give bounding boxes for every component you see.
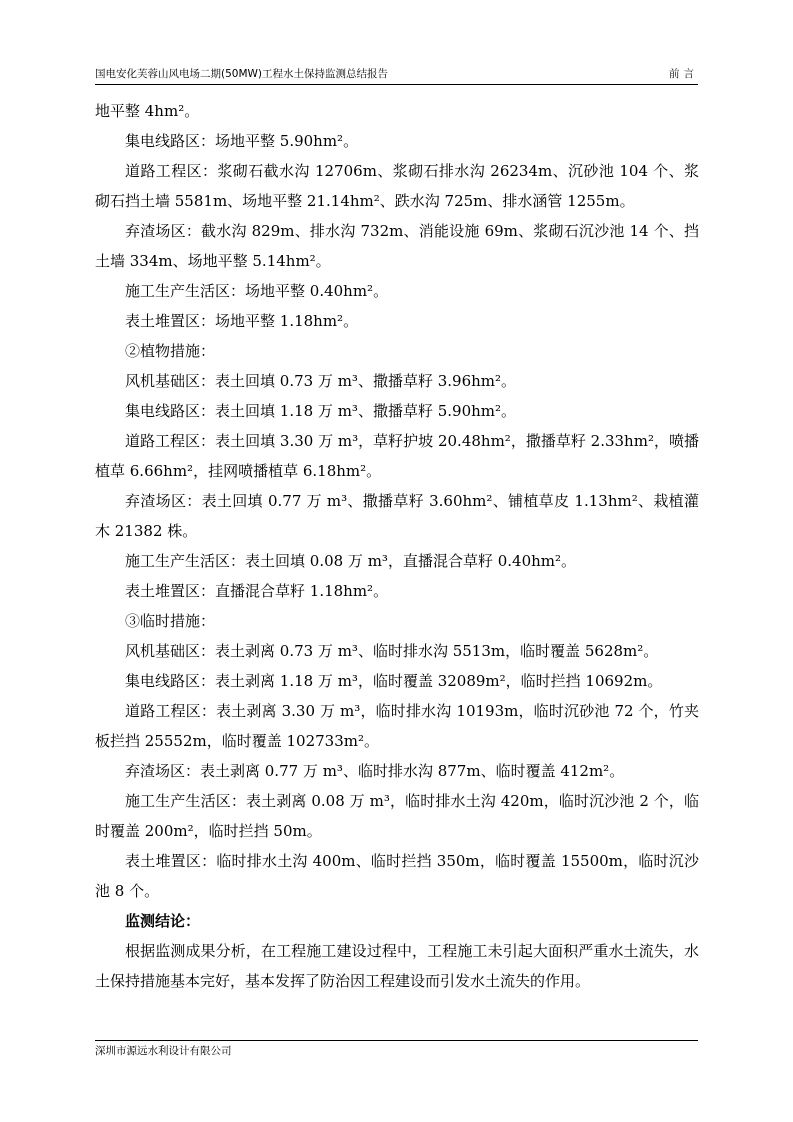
paragraph: 风机基础区：表土回填 0.73 万 m³、撒播草籽 3.96hm²。 [125, 372, 517, 390]
page-footer: 深圳市源远水利设计有限公司 [95, 1045, 232, 1057]
footer-rule [95, 1040, 698, 1041]
header-rule [95, 84, 698, 85]
header-section: 前言 [669, 68, 698, 80]
header-title: 国电安化芙蓉山风电场二期(50MW)工程水土保持监测总结报告 [95, 68, 388, 80]
paragraph: 表土堆置区：临时排水土沟 400m、临时拦挡 350m，临时覆盖 15500m，临时沉沙池 8 个。 [95, 852, 699, 900]
paragraph: 集电线路区：表土回填 1.18 万 m³、撒播草籽 5.90hm²。 [125, 402, 517, 420]
subsection-title: ②植物措施： [125, 342, 216, 360]
paragraph: 道路工程区：表土剥离 3.30 万 m³，临时排水沟 10193m，临时沉砂池 72 个，竹夹板拦挡 25552m，临时覆盖 102733m²。 [95, 702, 699, 750]
paragraph: 施工生产生活区：表土剥离 0.08 万 m³，临时排水土沟 420m，临时沉沙池 2 个，临时覆盖 200m²，临时拦挡 50m。 [95, 792, 699, 840]
paragraph: 道路工程区：表土回填 3.30 万 m³，草籽护坡 20.48hm²，撒播草籽 2.33hm²，喷播植草 6.66hm²，挂网喷播植草 6.18hm²。 [95, 432, 699, 480]
document-body [95, 96, 699, 996]
page-header [95, 66, 698, 82]
paragraph: 表土堆置区：直播混合草籽 1.18hm²。 [125, 582, 389, 600]
paragraph: 施工生产生活区：场地平整 0.40hm²。 [125, 282, 389, 300]
paragraph: 施工生产生活区：表土回填 0.08 万 m³，直播混合草籽 0.40hm²。 [125, 552, 577, 570]
section-heading: 监测结论： [125, 912, 201, 930]
paragraph: 地平整 4hm²。 [95, 102, 200, 120]
paragraph: 表土堆置区：场地平整 1.18hm²。 [125, 312, 359, 330]
paragraph: 道路工程区：浆砌石截水沟 12706m、浆砌石排水沟 26234m、沉砂池 104 个、浆砌石挡土墙 5581m、场地平整 21.14hm²、跌水沟 725m、排水涵管 1255m。 [95, 162, 699, 210]
paragraph: 集电线路区：场地平整 5.90hm²。 [125, 132, 359, 150]
subsection-title: ③临时措施： [125, 612, 216, 630]
paragraph: 弃渣场区：表土剥离 0.77 万 m³、临时排水沟 877m、临时覆盖 412m²。 [125, 762, 625, 780]
paragraph: 弃渣场区：截水沟 829m、排水沟 732m、消能设施 69m、浆砌石沉沙池 14 个、挡土墙 334m、场地平整 5.14hm²。 [95, 222, 699, 270]
paragraph: 弃渣场区：表土回填 0.77 万 m³、撒播草籽 3.60hm²、铺植草皮 1.13hm²、栽植灌木 21382 株。 [95, 492, 699, 540]
paragraph: 集电线路区：表土剥离 1.18 万 m³，临时覆盖 32089m²，临时拦挡 10692m。 [125, 672, 663, 690]
paragraph: 根据监测成果分析，在工程施工建设过程中，工程施工未引起大面积严重水土流失，水土保持措施基本完好，基本发挥了防治因工程建设而引发水土流失的作用。 [95, 942, 699, 990]
paragraph: 风机基础区：表土剥离 0.73 万 m³、临时排水沟 5513m，临时覆盖 5628m²。 [125, 642, 659, 660]
